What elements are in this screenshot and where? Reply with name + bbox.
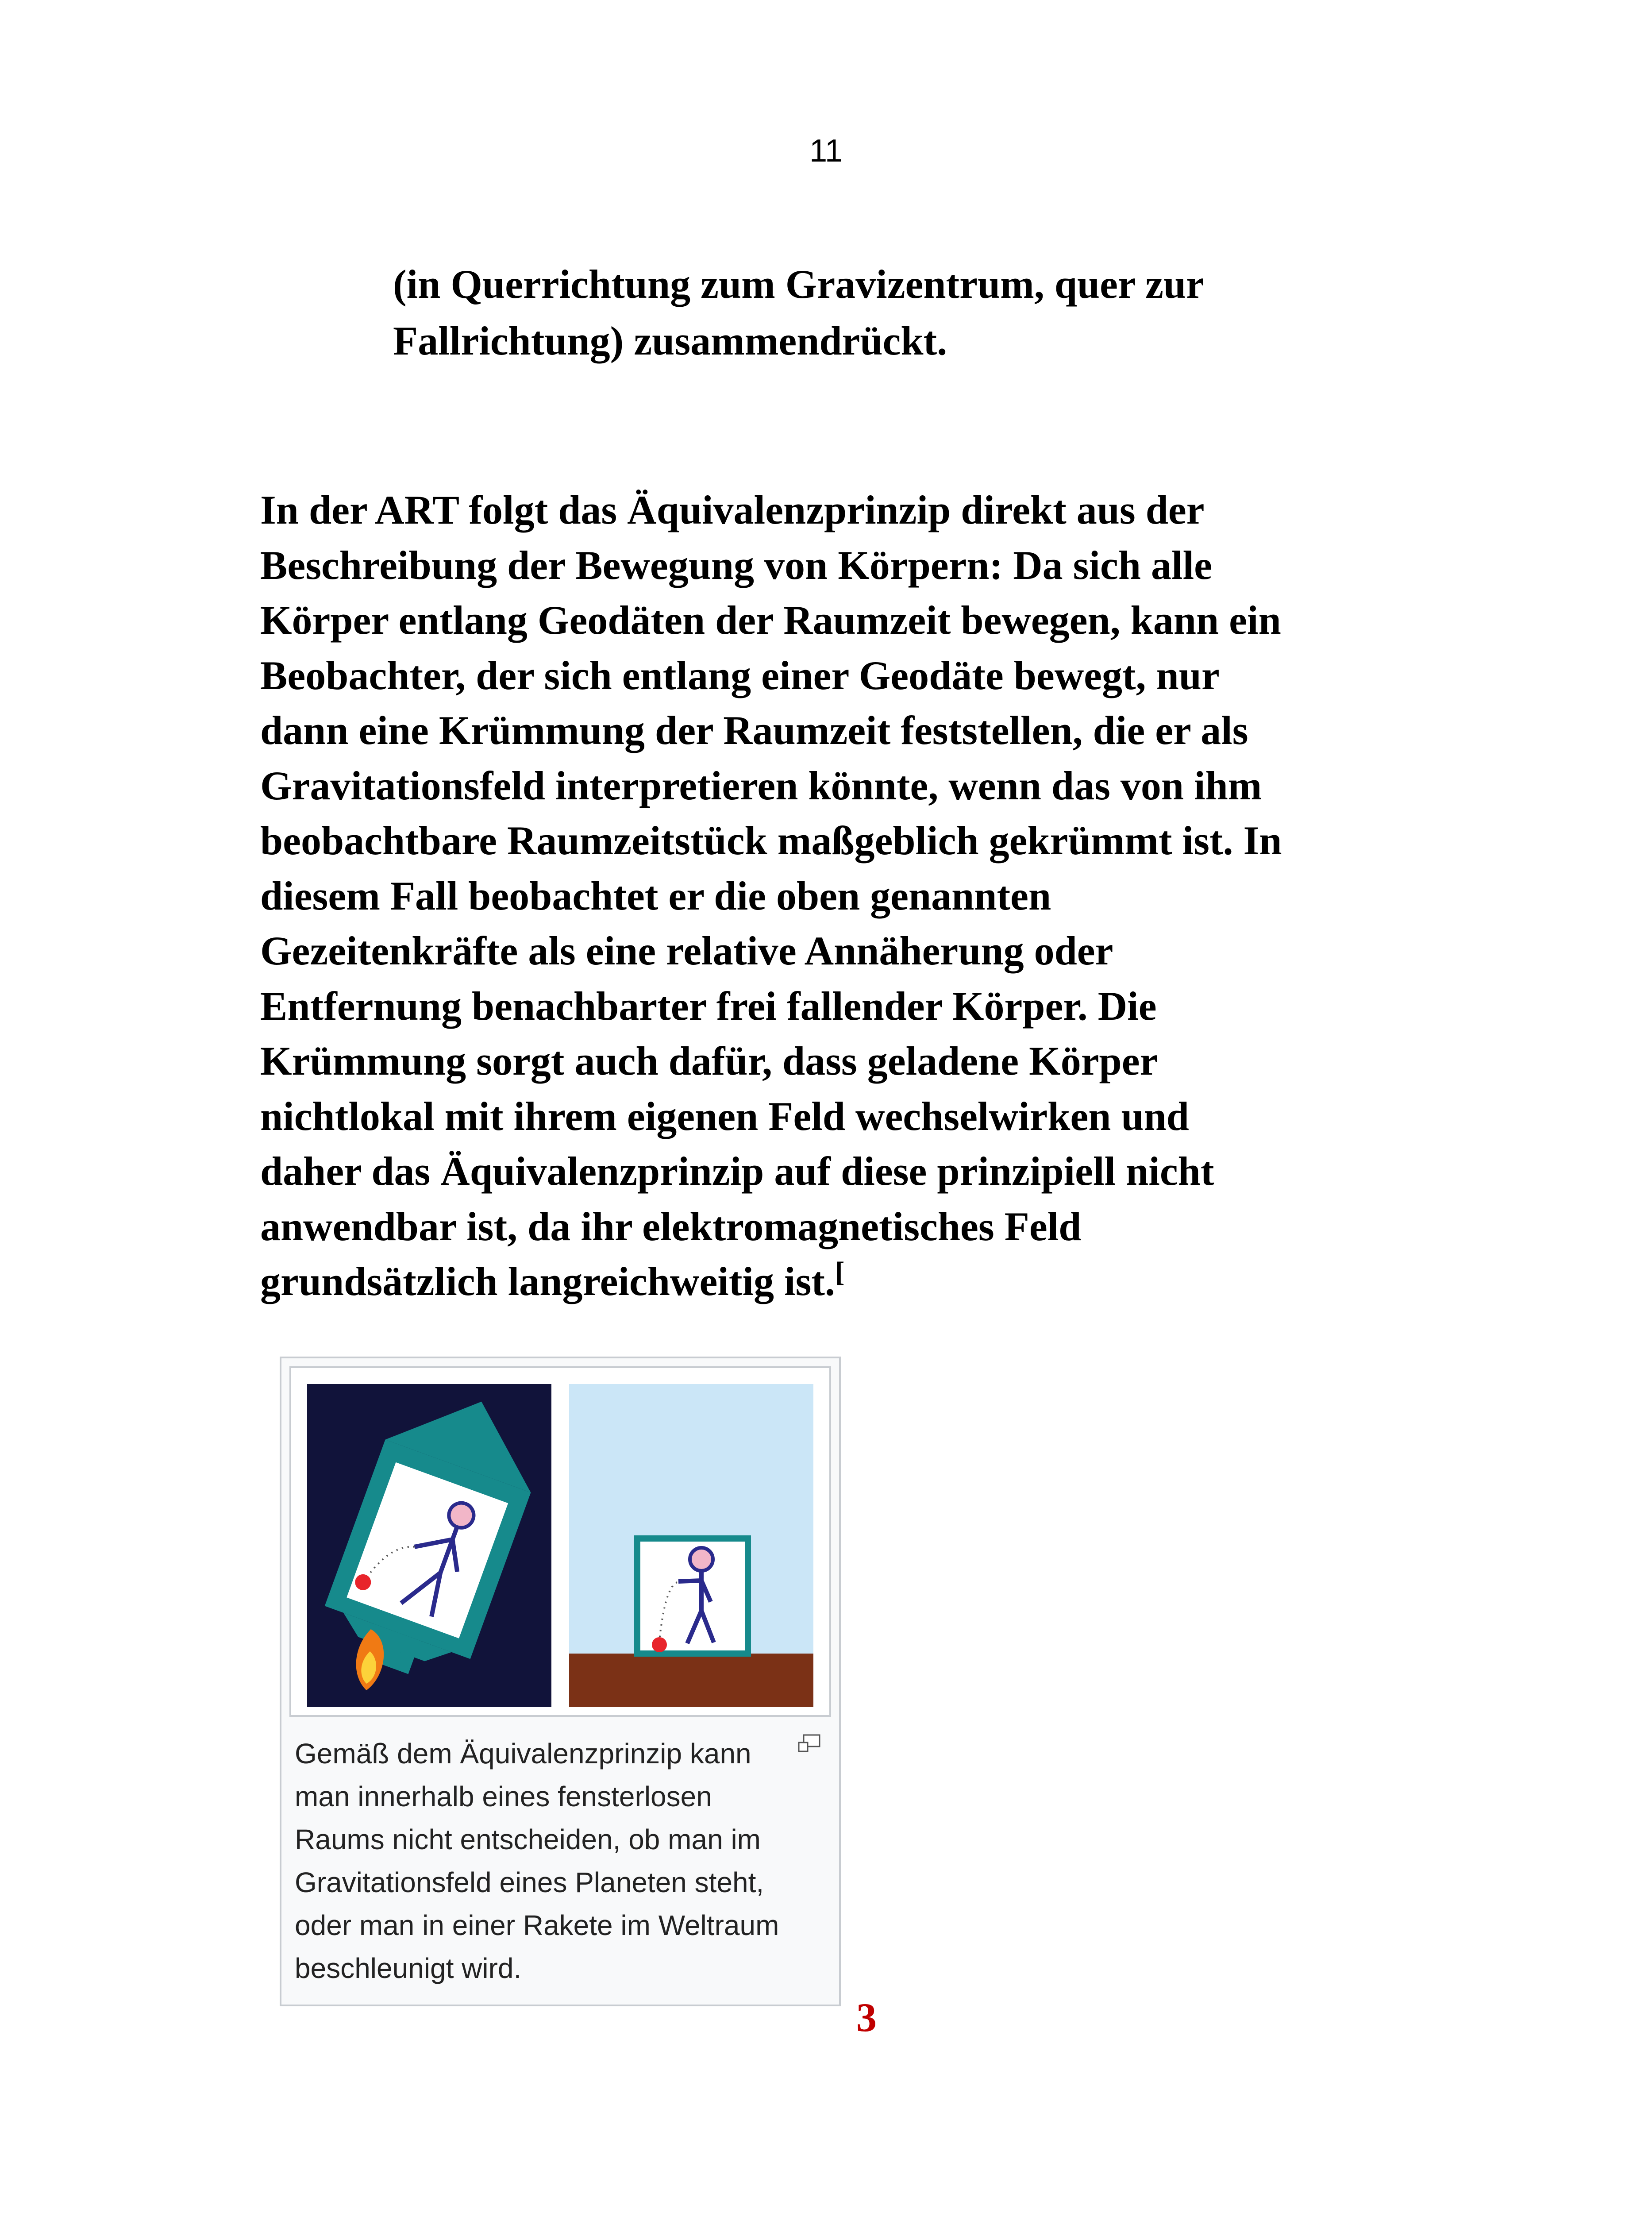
- paragraph-line: Beschreibung der Bewegung von Körpern: Da sich alle: [260, 542, 1212, 588]
- caption-line: Gravitationsfeld eines Planeten steht,: [295, 1866, 764, 1898]
- ball-planet: [652, 1637, 667, 1652]
- paragraph-line: nichtlokal mit ihrem eigenen Feld wechselwirken und: [260, 1093, 1189, 1139]
- equivalence-illustration[interactable]: [289, 1366, 831, 1717]
- figure-thumbnail: [280, 1357, 841, 2006]
- last-line-text: grundsätzlich langreichweitig ist.: [260, 1259, 836, 1304]
- footnote-marker[interactable]: [: [835, 1256, 845, 1288]
- caption-line: beschleunigt wird.: [295, 1952, 522, 1984]
- figure-caption: [295, 1732, 826, 1990]
- paragraph-line: daher das Äquivalenzprinzip auf diese prinzipiell nicht: [260, 1149, 1214, 1194]
- paragraph-line: anwendbar ist, da ihr elektromagnetisches Feld: [260, 1203, 1082, 1249]
- indented-text: [393, 256, 1455, 369]
- paragraph-line: beobachtbare Raumzeitstück maßgeblich gekrümmt ist. In: [260, 818, 1282, 863]
- paragraph-line: Gravitationsfeld interpretieren könnte, wenn das von ihm: [260, 763, 1262, 808]
- person-head: [690, 1548, 713, 1571]
- paragraph-line: Krümmung sorgt auch dafür, dass geladene Körper: [260, 1038, 1158, 1083]
- paragraph-line: diesem Fall beobachtet er die oben genannten: [260, 873, 1051, 918]
- page-number: 11: [809, 133, 843, 169]
- paragraph-line: Gezeitenkräfte als eine relative Annäherung oder: [260, 928, 1113, 973]
- caption-line: Raums nicht entscheiden, ob man im: [295, 1824, 761, 1855]
- paragraph-line: In der ART folgt das Äquivalenzprinzip direkt aus der: [260, 487, 1205, 532]
- illustration-svg: [291, 1368, 829, 1715]
- paragraph-line: [260, 1254, 1411, 1309]
- indented-line: Fallrichtung) zusammendrückt.: [393, 318, 947, 363]
- caption-line: Gemäß dem Äquivalenzprinzip kann: [295, 1738, 751, 1770]
- ground: [569, 1654, 813, 1707]
- caption-line: oder man in einer Rakete im Weltraum: [295, 1909, 779, 1941]
- figure-number: 3: [856, 1995, 877, 2040]
- indented-line: (in Querrichtung zum Gravizentrum, quer zur: [393, 262, 1204, 307]
- paragraph-line: Beobachter, der sich entlang einer Geodäte bewegt, nur: [260, 652, 1220, 698]
- paragraph-line: Entfernung benachbarter frei fallender Körper. Die: [260, 983, 1157, 1029]
- paragraph-line: dann eine Krümmung der Raumzeit feststellen, die er als: [260, 708, 1248, 753]
- caption-line: man innerhalb eines fensterlosen: [295, 1781, 712, 1812]
- paragraph-line: Körper entlang Geodäten der Raumzeit bewegen, kann ein: [260, 598, 1281, 643]
- main-paragraph: [260, 482, 1411, 1309]
